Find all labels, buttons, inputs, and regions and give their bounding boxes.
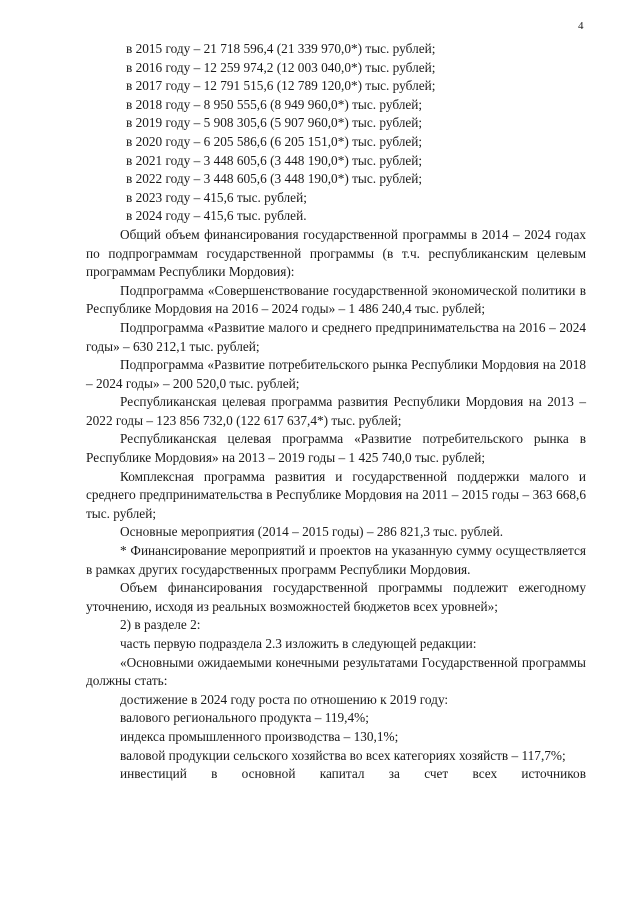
- paragraph-republican-program-consumer-market: Республиканская целевая программа «Развитие потребительского рынка в Республике Мордовия» на 2013 – 2019 годы – 1 425 740,0 тыс. рублей;: [86, 431, 586, 466]
- paragraph-investments: инвестиций в основной капитал за счет всех источников: [120, 766, 586, 782]
- paragraph-annual-adjustment: Объем финансирования государственной программы подлежит ежегодному уточнению, исходя из реальных возможностей бюджетов всех уровней»;: [86, 580, 586, 614]
- paragraph-industrial-index: индекса промышленного производства – 130,1%;: [120, 728, 399, 744]
- paragraph-grp: валового регионального продукта – 119,4%;: [120, 710, 369, 726]
- paragraph-total-financing: Общий объем финансирования государственной программы в 2014 – 2024 годах по подпрограммам государственной программы (в т.ч. республиканским целевым программам Республики Мордовия):: [86, 226, 586, 280]
- financing-year-2024: в 2024 году – 415,6 тыс. рублей.: [126, 208, 307, 224]
- paragraph-subsection-2-3: часть первую подраздела 2.3 изложить в следующей редакции:: [120, 636, 477, 651]
- paragraph-complex-program: Комплексная программа развития и государственной поддержки малого и среднего предпринимательства в Республике Мордовия на 2011 – 2015 годы – 363 668,6 тыс. рублей;: [86, 468, 586, 521]
- paragraph-subprogram-small-business: Подпрограмма «Развитие малого и среднего предпринимательства на 2016 – 2024 годы» – 630 212,1 тыс. рублей;: [86, 319, 586, 354]
- paragraph-expected-results: «Основными ожидаемыми конечными результатами Государственной программы должны стать:: [86, 654, 586, 689]
- paragraph-agriculture: валовой продукции сельского хозяйства во всех категориях хозяйств – 117,7%;: [120, 747, 566, 763]
- financing-year-2021: в 2021 году – 3 448 605,6 (3 448 190,0*) тыс. рублей;: [126, 152, 423, 168]
- document-body: [86, 40, 586, 784]
- paragraph-subprogram-economic-policy: Подпрограмма «Совершенствование государственной экономической политики в Республике Мордовия на 2016 – 2024 годы» – 1 486 240,4 тыс. рублей;: [86, 282, 586, 317]
- financing-year-2016: в 2016 году – 12 259 974,2 (12 003 040,0*) тыс. рублей;: [126, 59, 436, 75]
- paragraph-footnote: * Финансирование мероприятий и проектов на указанную сумму осуществляется в рамках других государственных программ Республики Мордовия.: [86, 543, 586, 577]
- financing-year-2023: в 2023 году – 415,6 тыс. рублей;: [126, 189, 307, 205]
- financing-year-2015: в 2015 году – 21 718 596,4 (21 339 970,0*) тыс. рублей;: [126, 41, 436, 56]
- paragraph-subprogram-consumer-market: Подпрограмма «Развитие потребительского рынка Республики Мордовия на 2018 – 2024 годы» – 200 520,0 тыс. рублей;: [86, 357, 586, 391]
- financing-year-2019: в 2019 году – 5 908 305,6 (5 907 960,0*) тыс. рублей;: [126, 115, 423, 131]
- financing-year-2020: в 2020 году – 6 205 586,6 (6 205 151,0*) тыс. рублей;: [126, 133, 423, 149]
- paragraph-section-2: 2) в разделе 2:: [120, 617, 201, 633]
- page-number: 4: [578, 20, 584, 32]
- financing-year-2017: в 2017 году – 12 791 515,6 (12 789 120,0*) тыс. рублей;: [126, 78, 436, 94]
- financing-year-2018: в 2018 году – 8 950 555,6 (8 949 960,0*) тыс. рублей;: [126, 96, 423, 112]
- paragraph-main-activities: Основные мероприятия (2014 – 2015 годы) – 286 821,3 тыс. рублей.: [120, 524, 504, 540]
- paragraph-growth-2024: достижение в 2024 году роста по отношению к 2019 году:: [120, 691, 449, 707]
- financing-year-2022: в 2022 году – 3 448 605,6 (3 448 190,0*) тыс. рублей;: [126, 171, 423, 187]
- paragraph-republican-program-development: Республиканская целевая программа развития Республики Мордовия на 2013 – 2022 годы – 123 856 732,0 (122 617 637,4*) тыс. рублей;: [86, 394, 586, 428]
